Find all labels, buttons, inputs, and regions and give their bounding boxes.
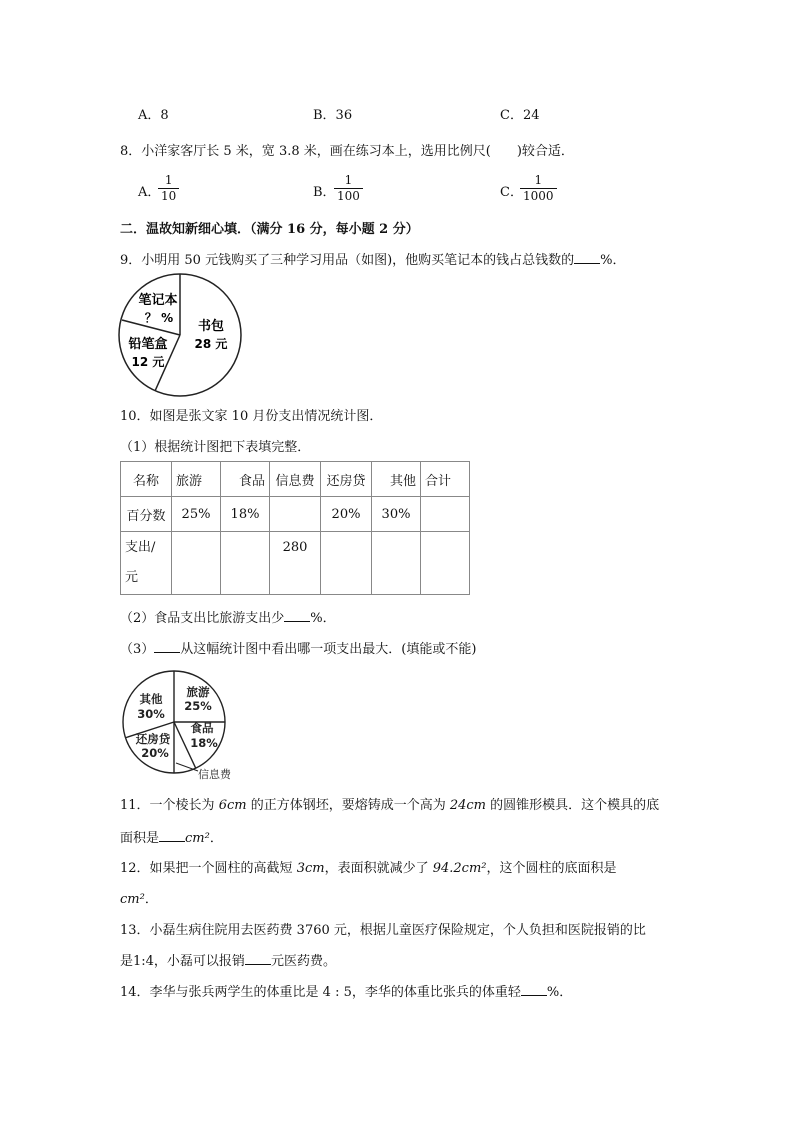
table-cell: 18% <box>221 497 270 532</box>
pie-value-travel: 25% <box>184 699 212 713</box>
q13-line2 <box>120 950 336 969</box>
q11-unit-c: cm² <box>185 831 210 846</box>
q8-label-c: C． <box>500 185 523 200</box>
q12-unit-a: 3cm <box>296 861 325 876</box>
q11-line1 <box>120 794 659 813</box>
table-cell: 其他 <box>372 462 421 497</box>
q11-answer-blank <box>159 829 185 842</box>
q11-text-e: ． <box>209 831 223 846</box>
q8-fraction-a <box>158 173 179 204</box>
pie-label-travel: 旅游 <box>186 685 210 699</box>
table-cell-expense-label-line1: 支出/ <box>125 540 156 555</box>
pie-label-other: 其他 <box>139 692 163 706</box>
q10-table <box>120 461 470 595</box>
q11-text-c: 的圆锥形模具．这个模具的底 <box>486 798 660 813</box>
q8-fraction-c <box>520 173 557 204</box>
q8-fraction-c-num: 1 <box>534 173 543 187</box>
table-cell <box>372 532 421 595</box>
q11-text-d: 面积是 <box>120 831 160 846</box>
q12-unit-c: cm² <box>120 892 145 907</box>
table-cell <box>221 532 270 595</box>
q13-answer-blank <box>245 952 271 965</box>
pie-value-other: 30% <box>137 707 165 721</box>
table-cell-expense-label <box>121 532 172 595</box>
q11-line2 <box>120 827 223 846</box>
table-cell <box>172 532 221 595</box>
q8-fraction-a-num: 1 <box>164 173 173 187</box>
q9-stem <box>120 249 626 268</box>
pie-label-infofee: 信息费 <box>198 768 231 781</box>
q13-text-a: 是1:4，小磊可以报销 <box>120 954 245 969</box>
q9-pie-label-pencilcase: 铅笔盒 <box>128 337 168 352</box>
pie-label-food: 食品 <box>190 721 214 735</box>
q10-sub2-blank <box>284 609 310 622</box>
q12-text-d: ． <box>144 892 158 907</box>
q14-text-b: %． <box>546 985 573 1000</box>
q10-sub3 <box>120 638 476 657</box>
q9-pie-value-notebook: ？ % <box>144 311 174 325</box>
table-cell: 20% <box>321 497 372 532</box>
q8-fraction-b <box>334 173 363 204</box>
table-cell: 食品 <box>221 462 270 497</box>
table-cell: 280 <box>270 532 321 595</box>
table-cell: 还房贷 <box>321 462 372 497</box>
q10-sub3-blank <box>154 640 180 653</box>
q14-line <box>120 981 572 1000</box>
q12-text-c: ，这个圆柱的底面积是 <box>486 861 617 876</box>
q13-text-b: 元医药费。 <box>270 954 336 969</box>
table-cell <box>421 497 470 532</box>
q8-fraction-b-num: 1 <box>344 173 353 187</box>
q11-text-b: 的正方体钢坯，要熔铸成一个高为 <box>246 798 450 813</box>
table-cell: 25% <box>172 497 221 532</box>
q10-sub2-text: （2）食品支出比旅游支出少 <box>120 611 285 626</box>
table-cell: 名称 <box>121 462 172 497</box>
q9-stem-text: 9．小明用 50 元钱购买了三种学习用品（如图)，他购买笔记本的钱占总钱数的 <box>120 253 575 268</box>
pie-label-mortgage: 还房贷 <box>135 732 171 746</box>
table-cell <box>270 497 321 532</box>
q11-unit-a: 6cm <box>218 798 247 813</box>
pie-value-food: 18% <box>190 736 218 750</box>
q10-sub3-text: 从这幅统计图中看出哪一项支出最大．(填能或不能) <box>180 642 477 657</box>
pie-value-mortgage: 20% <box>141 746 169 760</box>
table-cell-expense-label-line2: 元 <box>125 570 139 585</box>
q9-pie-value-pencilcase: 12 元 <box>131 355 165 369</box>
table-cell <box>421 532 470 595</box>
table-cell: 百分数 <box>121 497 172 532</box>
q8-label-a: A． <box>138 185 161 200</box>
q9-pie-value-schoolbag: 28 元 <box>194 337 228 351</box>
q8-stem: 8．小洋家客厅长 5 米，宽 3.8 米，画在练习本上，选用比例尺( )较合适． <box>120 144 574 159</box>
q11-text-a: 11．一个棱长为 <box>120 798 219 813</box>
section2-title: 二．温故知新细心填．（满分 16 分，每小题 2 分） <box>120 222 419 237</box>
q10-sub2 <box>120 607 336 626</box>
q9-pie-chart <box>118 273 248 399</box>
q12-text-b: ，表面积就减少了 <box>324 861 433 876</box>
q10-sub1: （1）根据统计图把下表填完整． <box>120 440 311 455</box>
q12-line2 <box>120 888 158 907</box>
table-cell: 旅游 <box>172 462 221 497</box>
table-row <box>121 462 470 497</box>
q7-option-a: A．8 <box>138 108 169 123</box>
q14-answer-blank <box>521 983 547 996</box>
q12-unit-b: 94.2cm² <box>432 861 487 876</box>
q9-pie-label-notebook: 笔记本 <box>138 293 178 308</box>
table-row <box>121 532 470 595</box>
q9-answer-blank <box>574 251 600 264</box>
q13-line1: 13．小磊生病住院用去医药费 3760 元，根据儿童医疗保险规定，个人负担和医院报销的比 <box>120 923 646 938</box>
q12-text-a: 12．如果把一个圆柱的高截短 <box>120 861 297 876</box>
table-cell: 信息费 <box>270 462 321 497</box>
q8-label-b: B． <box>313 185 336 200</box>
q10-sub2-suffix: %． <box>310 611 336 626</box>
q10-sub3-prefix: （3） <box>120 642 155 657</box>
q8-fraction-b-den: 100 <box>334 188 363 204</box>
q10-pie-chart <box>118 669 268 785</box>
q9-stem-suffix: %． <box>600 253 626 268</box>
q8-fraction-c-den: 1000 <box>520 188 557 204</box>
q7-option-b: B．36 <box>313 108 353 123</box>
q7-option-c: C．24 <box>500 108 540 123</box>
q14-text-a: 14．李华与张兵两学生的体重比是 4 : 5，李华的体重比张兵的体重轻 <box>120 985 521 1000</box>
q11-unit-b: 24cm <box>449 798 486 813</box>
q10-stem: 10．如图是张文家 10 月份支出情况统计图． <box>120 409 383 424</box>
table-cell: 合计 <box>421 462 470 497</box>
q8-fraction-a-den: 10 <box>158 188 179 204</box>
q9-pie-label-schoolbag: 书包 <box>197 319 225 334</box>
table-cell <box>321 532 372 595</box>
table-row <box>121 497 470 532</box>
q12-line1 <box>120 857 617 876</box>
table-cell: 30% <box>372 497 421 532</box>
